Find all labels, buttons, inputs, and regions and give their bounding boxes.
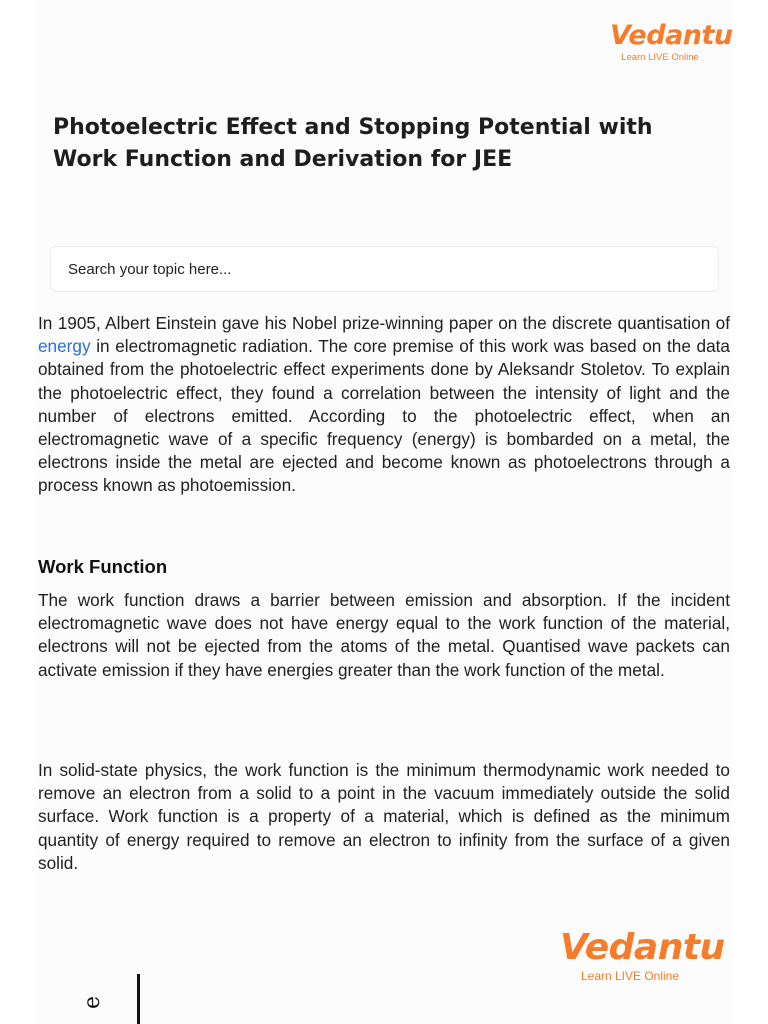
- intro-text-after: in electromagnetic radiation. The core premise of this work was based on the data obtained from the photoelectric effect experiments done by Aleksandr Stoletov. To explain the photoelectric effect, they found a correlation between the intensity of light and the number of electrons emitted. According to the photoelectric effect, when an electromagnetic wave of a specific frequency (energy) is bombarded on a metal, the electrons inside the metal are ejected and become known as photoelectrons through a process known as photoemission.: [38, 336, 730, 496]
- figure-partial-label: e: [80, 995, 106, 1010]
- vedantu-logo-top[interactable]: [610, 20, 733, 63]
- vedantu-logo-bottom[interactable]: [560, 927, 725, 983]
- figure-axis-line: [137, 974, 140, 1024]
- logo-brand: Vedantu: [560, 927, 725, 968]
- search-box[interactable]: [50, 246, 719, 292]
- logo-tagline: Learn LIVE Online: [621, 52, 699, 63]
- intro-paragraph: [38, 312, 730, 498]
- page-title: Photoelectric Effect and Stopping Potential with Work Function and Derivation for JEE: [53, 115, 653, 172]
- energy-link[interactable]: energy: [38, 336, 91, 357]
- intro-text-before: In 1905, Albert Einstein gave his Nobel prize-winning paper on the discrete quantisation of: [38, 313, 730, 333]
- logo-tagline: Learn LIVE Online: [580, 969, 680, 983]
- work-function-heading: Work Function: [38, 556, 168, 577]
- logo-brand: Vedantu: [610, 20, 733, 51]
- work-function-paragraph-2: In solid-state physics, the work function is the minimum thermodynamic work needed to remove an electron from a solid to a point in the vacuum immediately outside the solid surface. Work function is a property of a material, which is defined as the minimum quantity of energy required to remove an electron to infinity from the surface of a given solid.: [38, 760, 730, 873]
- work-function-paragraph-1: The work function draws a barrier between emission and absorption. If the incident electromagnetic wave does not have energy equal to the work function of the material, electrons will not be ejected from the atoms of the metal. Quantised wave packets can activate emission if they have energies greater than the work function of the metal.: [38, 590, 730, 680]
- search-input[interactable]: [66, 260, 703, 279]
